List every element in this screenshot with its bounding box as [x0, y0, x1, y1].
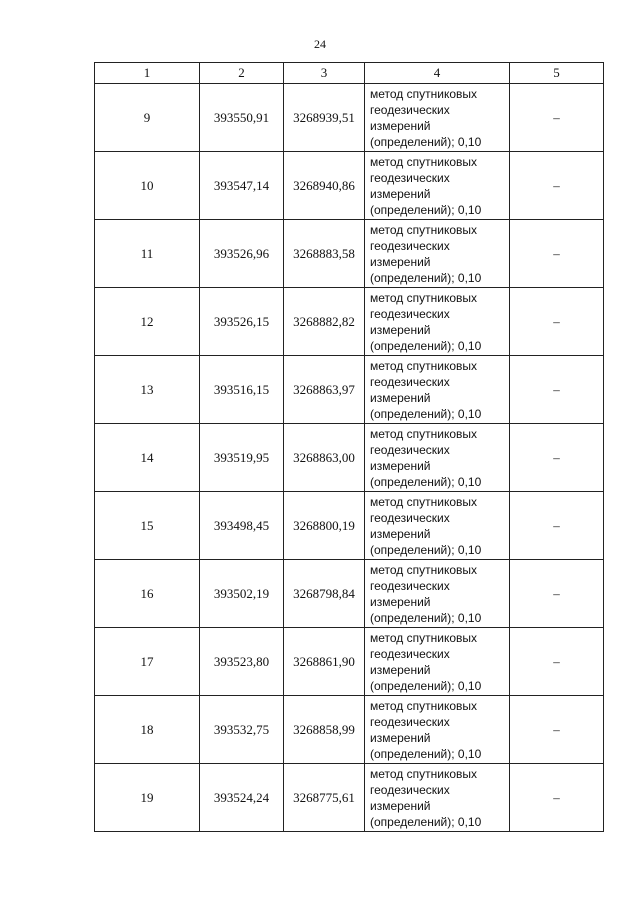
- column-5-cell: –: [510, 492, 604, 560]
- method-line: метод спутниковых: [370, 630, 478, 645]
- y-coordinate-cell: 3268863,97: [284, 356, 365, 424]
- y-coordinate-cell: 3268800,19: [284, 492, 365, 560]
- method-line: метод спутниковых: [370, 154, 478, 169]
- point-number-cell: 14: [95, 424, 200, 492]
- method-line: (определений); 0,10: [370, 270, 482, 285]
- point-number-cell: 19: [95, 764, 200, 832]
- method-line: измерений: [370, 526, 431, 541]
- method-line: измерений: [370, 662, 431, 677]
- y-coordinate-cell: 3268863,00: [284, 424, 365, 492]
- y-coordinate-cell: 3268861,90: [284, 628, 365, 696]
- method-cell: [365, 288, 510, 356]
- header-col-5: 5: [510, 63, 604, 84]
- table-row: [95, 492, 604, 560]
- x-coordinate-cell: 393516,15: [200, 356, 284, 424]
- method-line: метод спутниковых: [370, 766, 478, 781]
- column-5-cell: –: [510, 424, 604, 492]
- method-line: геодезических: [370, 714, 450, 729]
- column-5-cell: –: [510, 288, 604, 356]
- method-line: метод спутниковых: [370, 222, 478, 237]
- table-row: [95, 560, 604, 628]
- column-5-cell: –: [510, 560, 604, 628]
- method-line: метод спутниковых: [370, 562, 478, 577]
- method-line: метод спутниковых: [370, 86, 478, 101]
- point-number-cell: 9: [95, 84, 200, 152]
- table-row: [95, 424, 604, 492]
- method-line: (определений); 0,10: [370, 542, 482, 557]
- table-body: [95, 84, 604, 832]
- x-coordinate-cell: 393519,95: [200, 424, 284, 492]
- x-coordinate-cell: 393526,15: [200, 288, 284, 356]
- method-line: (определений); 0,10: [370, 746, 482, 761]
- method-line: геодезических: [370, 238, 450, 253]
- column-5-cell: –: [510, 84, 604, 152]
- column-5-cell: –: [510, 696, 604, 764]
- method-cell: [365, 492, 510, 560]
- header-col-2: 2: [200, 63, 284, 84]
- method-line: геодезических: [370, 374, 450, 389]
- method-line: (определений); 0,10: [370, 474, 482, 489]
- y-coordinate-cell: 3268940,86: [284, 152, 365, 220]
- method-cell: [365, 84, 510, 152]
- method-line: измерений: [370, 730, 431, 745]
- method-line: геодезических: [370, 646, 450, 661]
- x-coordinate-cell: 393550,91: [200, 84, 284, 152]
- method-line: геодезических: [370, 510, 450, 525]
- method-line: метод спутниковых: [370, 494, 478, 509]
- table-row: [95, 288, 604, 356]
- x-coordinate-cell: 393532,75: [200, 696, 284, 764]
- method-line: измерений: [370, 322, 431, 337]
- method-line: измерений: [370, 118, 431, 133]
- method-line: (определений); 0,10: [370, 134, 482, 149]
- method-line: (определений); 0,10: [370, 678, 482, 693]
- point-number-cell: 13: [95, 356, 200, 424]
- y-coordinate-cell: 3268775,61: [284, 764, 365, 832]
- column-5-cell: –: [510, 356, 604, 424]
- method-line: (определений); 0,10: [370, 202, 482, 217]
- method-line: измерений: [370, 798, 431, 813]
- method-line: измерений: [370, 254, 431, 269]
- method-line: измерений: [370, 186, 431, 201]
- method-line: геодезических: [370, 306, 450, 321]
- x-coordinate-cell: 393498,45: [200, 492, 284, 560]
- coordinates-table: [94, 62, 604, 832]
- method-cell: [365, 152, 510, 220]
- method-line: метод спутниковых: [370, 426, 478, 441]
- method-line: метод спутниковых: [370, 290, 478, 305]
- point-number-cell: 15: [95, 492, 200, 560]
- point-number-cell: 16: [95, 560, 200, 628]
- page-number: 24: [314, 37, 326, 51]
- method-line: метод спутниковых: [370, 358, 478, 373]
- y-coordinate-cell: 3268883,58: [284, 220, 365, 288]
- table-row: [95, 764, 604, 832]
- header-col-1: 1: [95, 63, 200, 84]
- method-line: геодезических: [370, 442, 450, 457]
- table-row: [95, 220, 604, 288]
- table-header: [95, 63, 604, 84]
- method-line: измерений: [370, 390, 431, 405]
- y-coordinate-cell: 3268798,84: [284, 560, 365, 628]
- table-row: [95, 152, 604, 220]
- method-line: измерений: [370, 458, 431, 473]
- column-5-cell: –: [510, 628, 604, 696]
- method-cell: [365, 764, 510, 832]
- method-cell: [365, 628, 510, 696]
- table-row: [95, 696, 604, 764]
- x-coordinate-cell: 393502,19: [200, 560, 284, 628]
- table-row: [95, 628, 604, 696]
- header-col-4: 4: [365, 63, 510, 84]
- method-line: геодезических: [370, 102, 450, 117]
- y-coordinate-cell: 3268858,99: [284, 696, 365, 764]
- point-number-cell: 12: [95, 288, 200, 356]
- column-5-cell: –: [510, 220, 604, 288]
- point-number-cell: 10: [95, 152, 200, 220]
- point-number-cell: 17: [95, 628, 200, 696]
- table-row: [95, 356, 604, 424]
- x-coordinate-cell: 393547,14: [200, 152, 284, 220]
- x-coordinate-cell: 393526,96: [200, 220, 284, 288]
- x-coordinate-cell: 393523,80: [200, 628, 284, 696]
- point-number-cell: 11: [95, 220, 200, 288]
- method-line: геодезических: [370, 170, 450, 185]
- method-line: (определений); 0,10: [370, 814, 482, 829]
- point-number-cell: 18: [95, 696, 200, 764]
- y-coordinate-cell: 3268939,51: [284, 84, 365, 152]
- method-cell: [365, 696, 510, 764]
- method-cell: [365, 424, 510, 492]
- method-line: измерений: [370, 594, 431, 609]
- column-5-cell: –: [510, 152, 604, 220]
- method-line: (определений); 0,10: [370, 610, 482, 625]
- x-coordinate-cell: 393524,24: [200, 764, 284, 832]
- method-cell: [365, 220, 510, 288]
- method-cell: [365, 560, 510, 628]
- method-line: (определений); 0,10: [370, 338, 482, 353]
- method-line: метод спутниковых: [370, 698, 478, 713]
- y-coordinate-cell: 3268882,82: [284, 288, 365, 356]
- method-line: геодезических: [370, 578, 450, 593]
- header-row: [95, 63, 604, 84]
- method-cell: [365, 356, 510, 424]
- method-line: (определений); 0,10: [370, 406, 482, 421]
- method-line: геодезических: [370, 782, 450, 797]
- column-5-cell: –: [510, 764, 604, 832]
- table-row: [95, 84, 604, 152]
- header-col-3: 3: [284, 63, 365, 84]
